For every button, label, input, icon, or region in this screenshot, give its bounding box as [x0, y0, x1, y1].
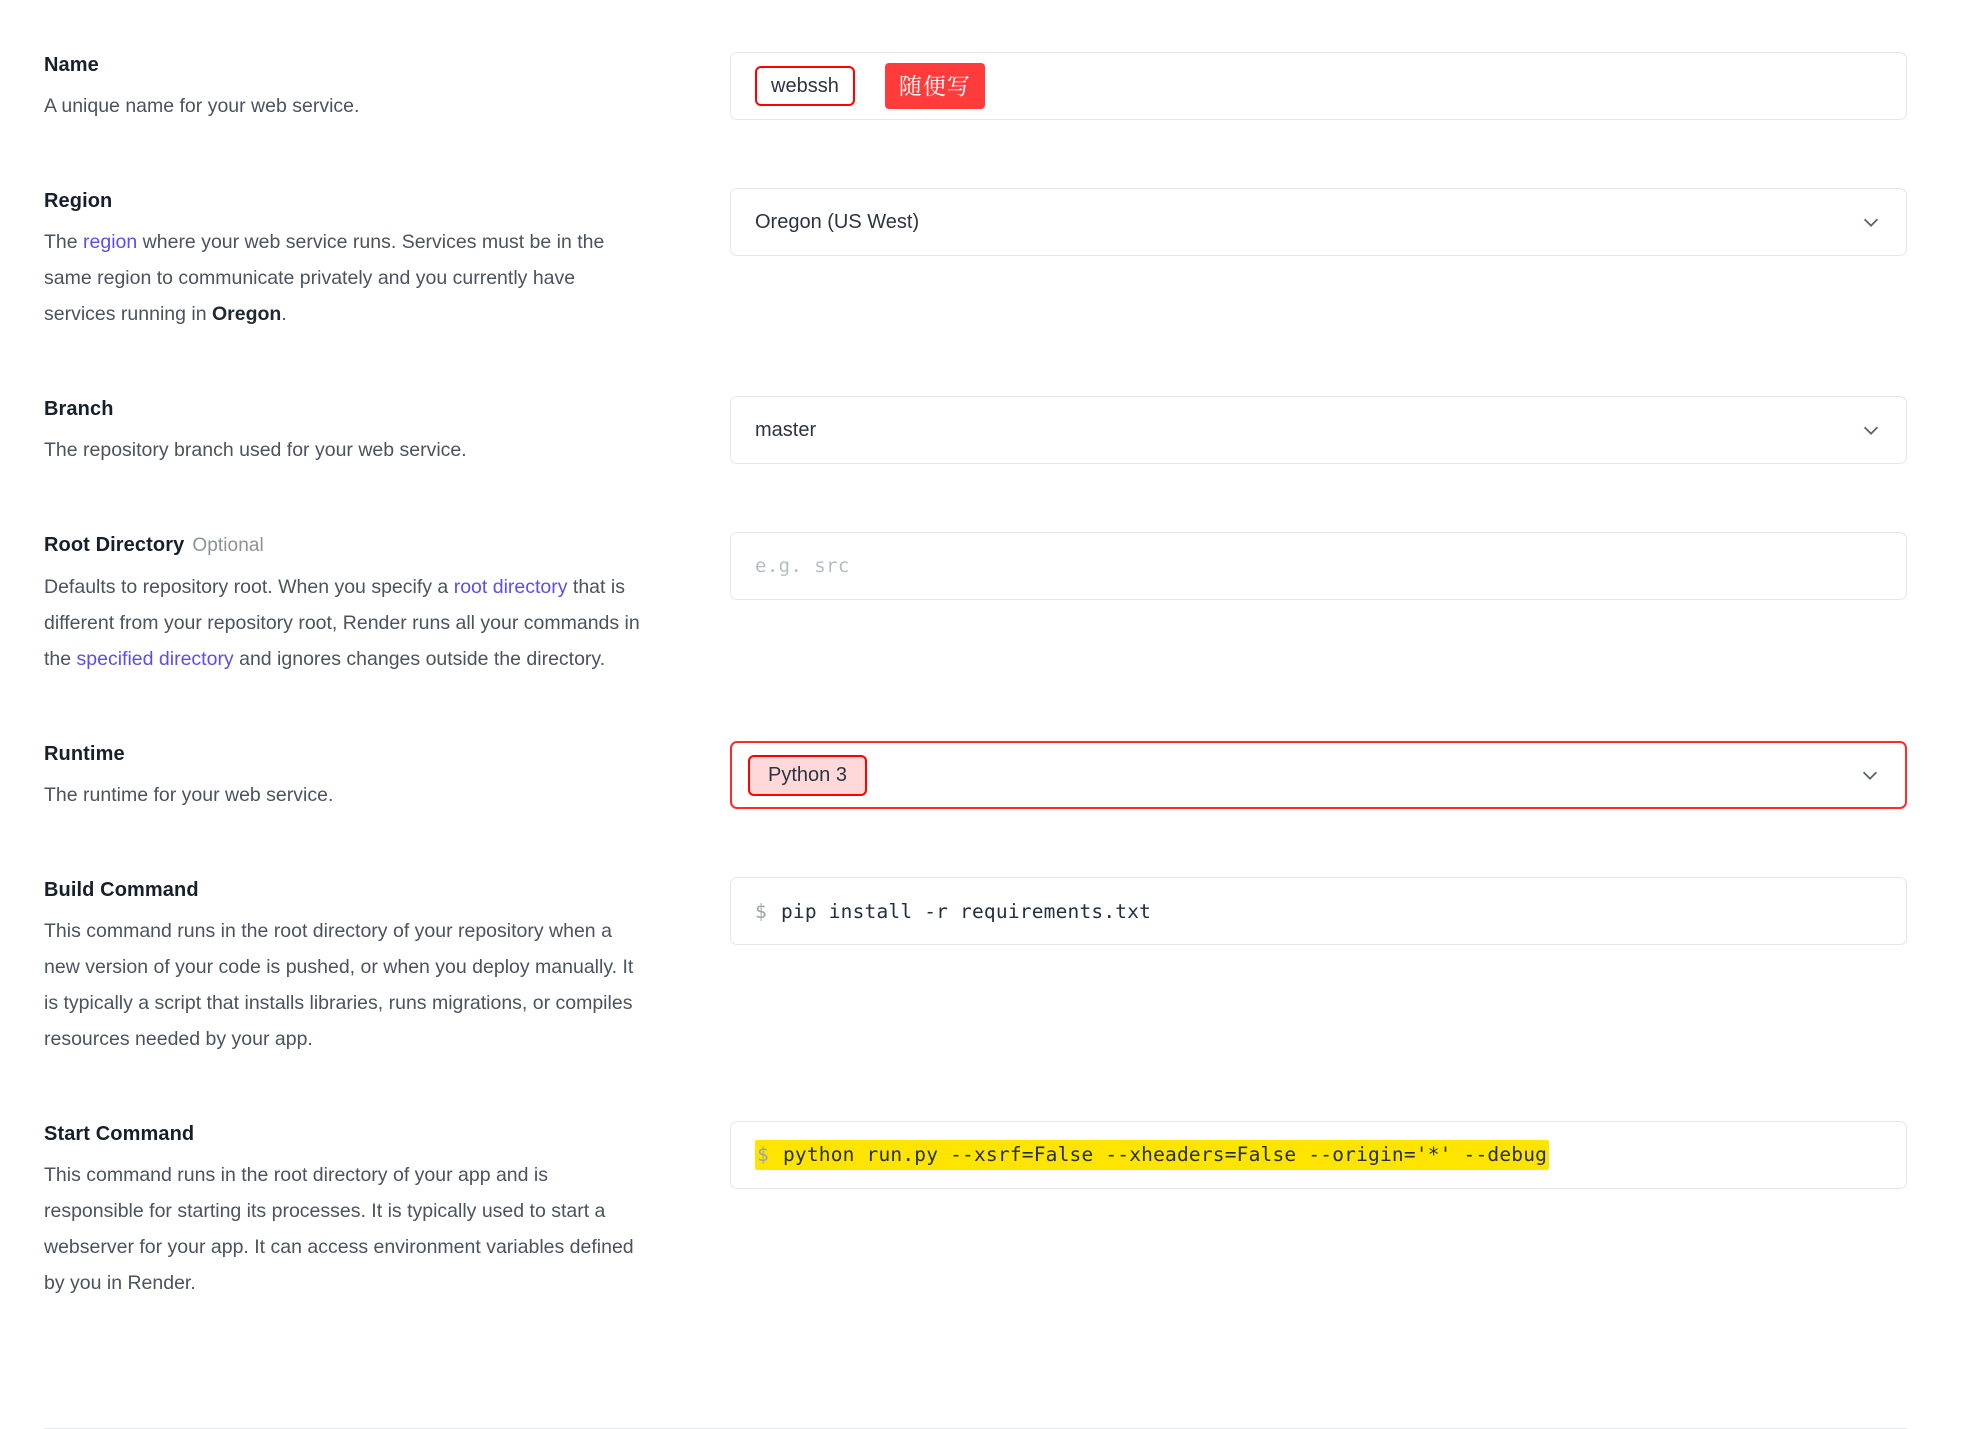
start-command-label-column [44, 1121, 684, 1301]
build-command-label-column [44, 877, 684, 1057]
build-command-value: pip install -r requirements.txt [780, 899, 1152, 923]
branch-description: The repository branch used for your web service. [44, 439, 467, 461]
chevron-down-icon [1860, 419, 1882, 441]
start-command-field-column [684, 1121, 1907, 1189]
branch-select[interactable] [730, 396, 1907, 464]
region-label-column [44, 188, 684, 332]
root-directory-title-text: Root Directory [44, 534, 185, 556]
branch-label-column [44, 396, 684, 468]
name-input-value[interactable]: webssh [755, 66, 855, 106]
branch-select-value: master [755, 418, 817, 441]
root-directory-input[interactable] [730, 532, 1907, 600]
field-row-start-command [0, 1121, 1963, 1301]
region-desc-part3: . [281, 303, 287, 325]
field-row-name [0, 52, 1963, 124]
specified-directory-link[interactable]: specified directory [76, 648, 234, 670]
root-dir-desc-part3: and ignores changes outside the directory. [233, 648, 606, 670]
region-description [44, 224, 644, 332]
root-dir-desc-part1: Defaults to repository root. When you specify a [44, 576, 454, 598]
root-directory-optional-tag: Optional [192, 535, 264, 556]
branch-field-column [684, 396, 1907, 464]
field-row-region [0, 188, 1963, 332]
region-field-column [684, 188, 1907, 256]
chevron-down-icon [1860, 211, 1882, 233]
field-row-branch [0, 396, 1963, 468]
name-label-column [44, 52, 684, 124]
root-dir-desc-part2: that is different from your repository root, Render runs all your commands in the [44, 576, 640, 670]
build-command-field-column [684, 877, 1907, 945]
region-desc-part2: where your web service runs. Services must be in the same region to communicate privately and you currently have services running in [44, 231, 605, 325]
runtime-select[interactable] [730, 741, 1907, 809]
root-directory-description [44, 569, 644, 677]
root-directory-label-column [44, 532, 684, 677]
region-desc-part1: The [44, 231, 84, 253]
region-title: Region [44, 190, 113, 212]
start-command-description: This command runs in the root directory of your app and is responsible for starting its processes. It is typically used to start a webserver for your app. It can access environment variables defined by you in Render. [44, 1164, 634, 1294]
field-row-root-directory [0, 532, 1963, 677]
region-link[interactable]: region [83, 231, 138, 253]
start-command-value: python run.py --xsrf=False --xheaders=False --origin='*' --debug [782, 1143, 1548, 1166]
name-value-wrapper [755, 63, 985, 109]
region-select[interactable] [730, 188, 1907, 256]
name-title: Name [44, 54, 99, 76]
name-description: A unique name for your web service. [44, 95, 360, 117]
branch-title: Branch [44, 398, 114, 420]
runtime-title: Runtime [44, 743, 125, 765]
root-directory-link[interactable]: root directory [453, 576, 568, 598]
runtime-select-value: Python 3 [748, 755, 867, 796]
root-directory-field-column [684, 532, 1907, 600]
name-input[interactable] [730, 52, 1907, 120]
root-directory-title [44, 532, 654, 559]
start-command-title: Start Command [44, 1123, 195, 1145]
runtime-description: The runtime for your web service. [44, 784, 334, 806]
name-annotation-badge: 随便写 [885, 63, 985, 109]
build-command-title: Build Command [44, 879, 199, 901]
name-field-column [684, 52, 1907, 120]
build-command-prompt: $ [755, 899, 767, 923]
field-row-build-command [0, 877, 1963, 1057]
field-row-runtime [0, 741, 1963, 813]
start-command-prompt: $ [757, 1143, 769, 1166]
root-directory-placeholder: e.g. src [755, 555, 850, 577]
runtime-field-column [684, 741, 1907, 809]
chevron-down-icon [1859, 764, 1881, 786]
build-command-description: This command runs in the root directory of your repository when a new version of your code is pushed, or when you deploy manually. It is typically a script that installs libraries, runs migrations, or compiles resources needed by your app. [44, 920, 634, 1050]
start-command-highlight [755, 1140, 1549, 1170]
build-command-input[interactable] [730, 877, 1907, 945]
start-command-input[interactable] [730, 1121, 1907, 1189]
runtime-label-column [44, 741, 684, 813]
region-select-value: Oregon (US West) [755, 210, 920, 233]
region-current: Oregon [212, 303, 282, 325]
